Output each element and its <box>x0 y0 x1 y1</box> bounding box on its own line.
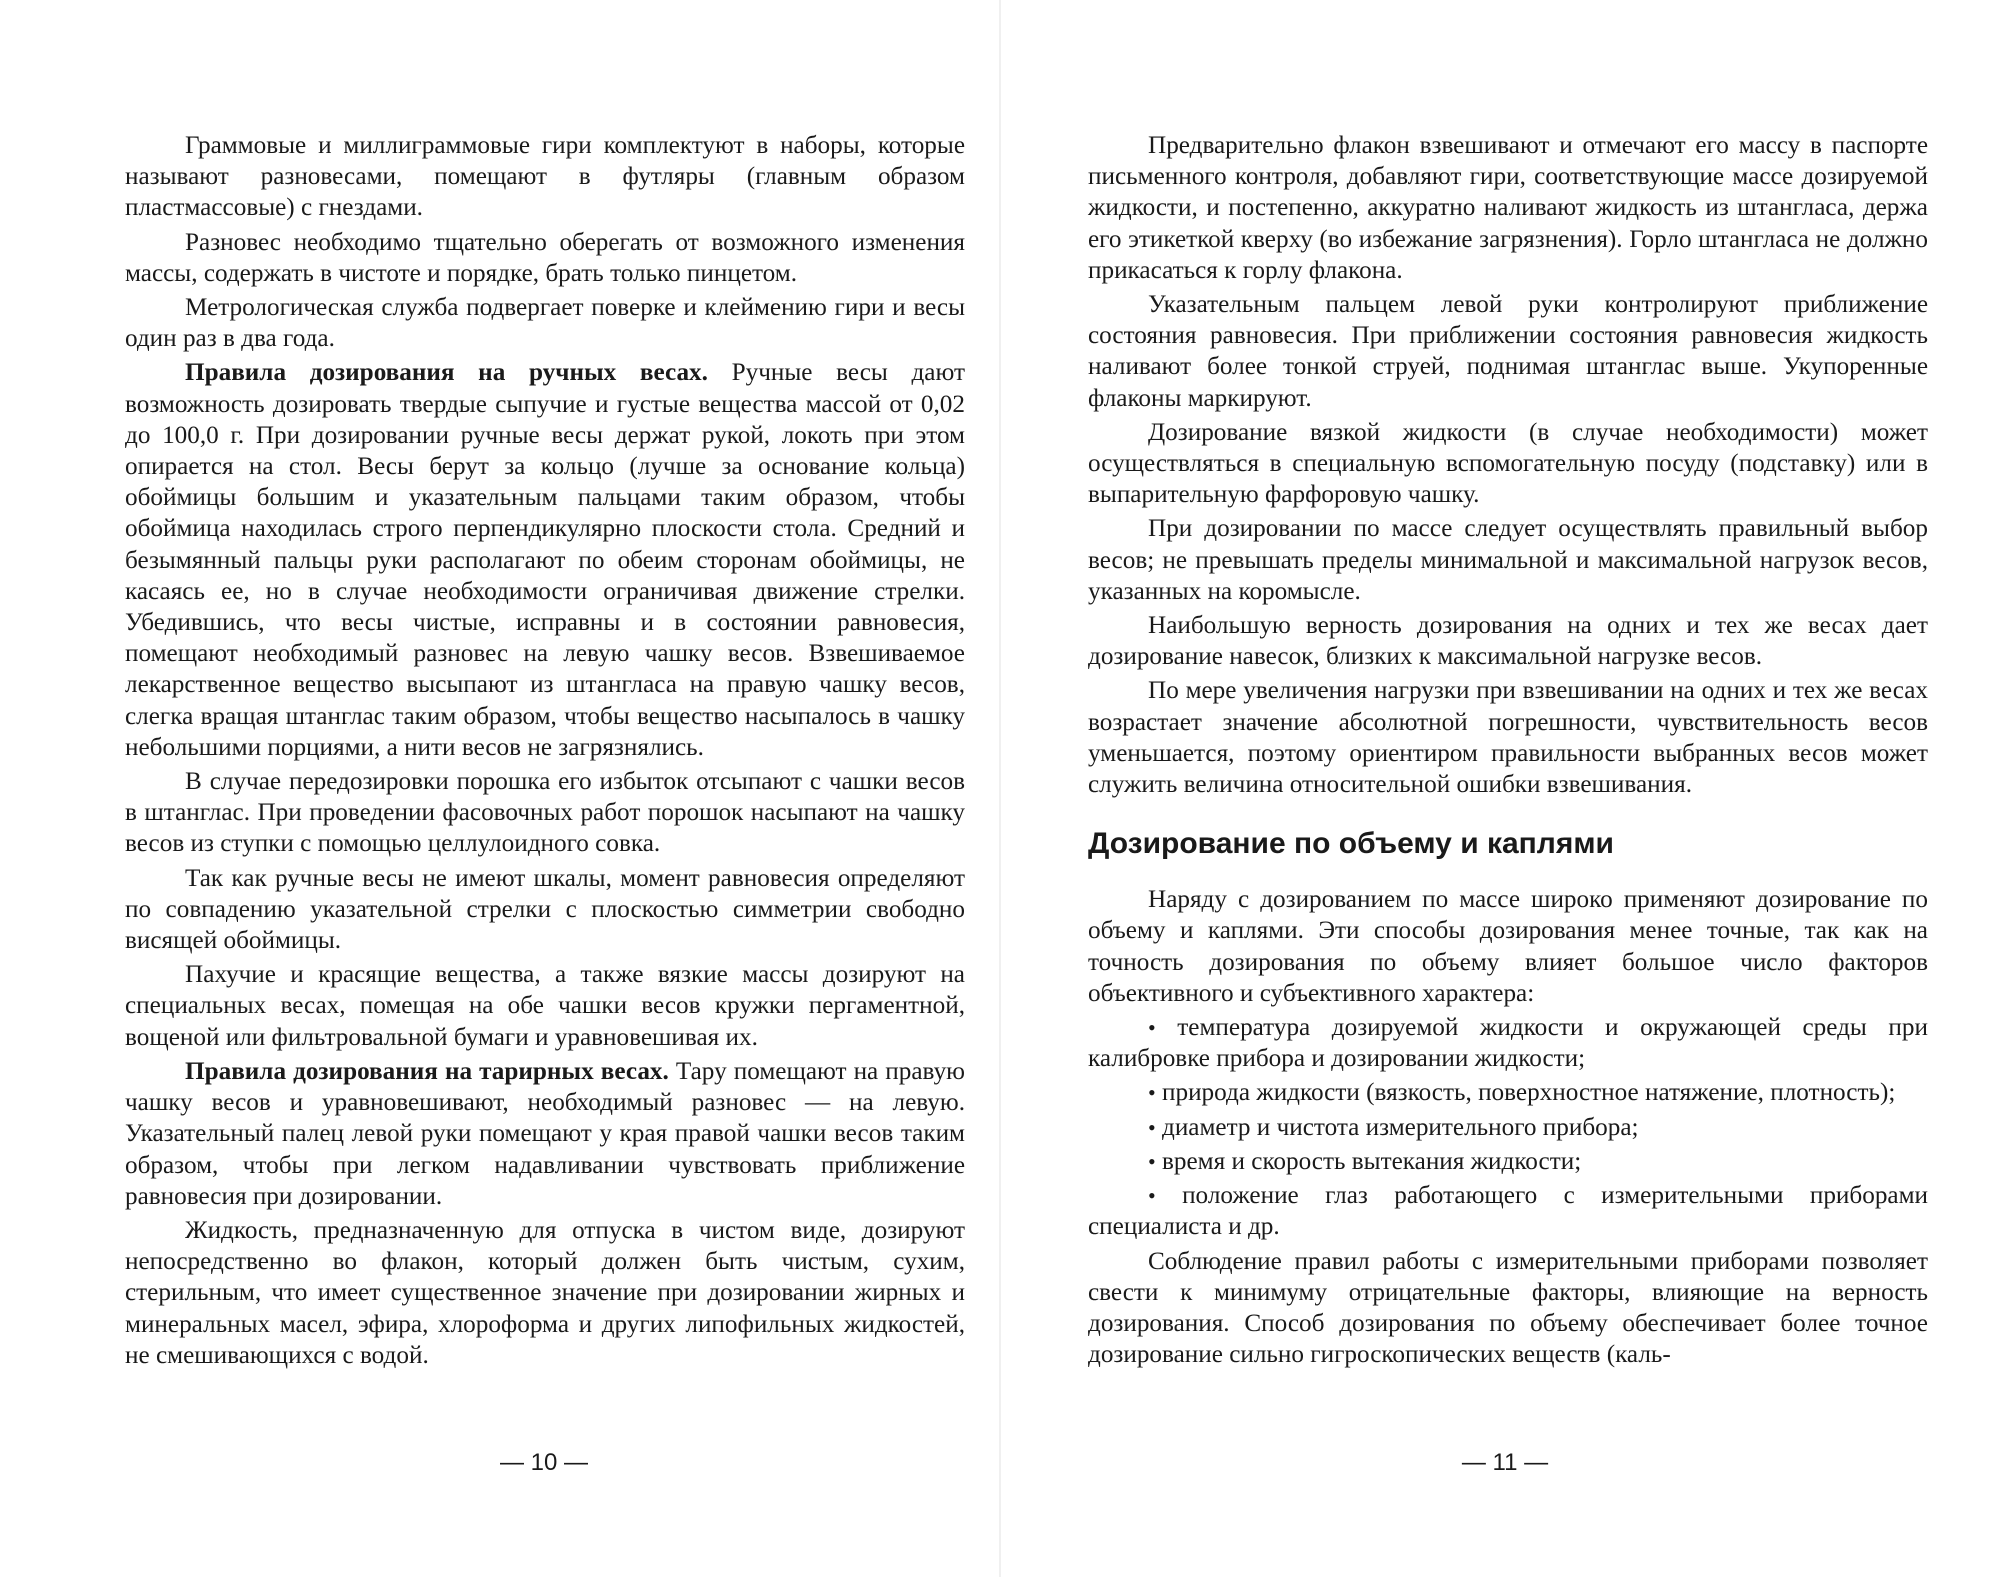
paragraph <box>125 1056 965 1212</box>
closing-paragraph: Соблюдение правил работы с измерительными приборами позволяет свести к минимуму отрицательные факторы, влияющие на верность дозирования. Способ дозирования по объему обеспечивает более точное дозирование сильно гигроскопических веществ (каль- <box>1088 1247 1928 1369</box>
list-item <box>1088 1112 1928 1143</box>
bullet-icon: • <box>1148 1114 1156 1140</box>
list-item-text: температура дозируемой жидкости и окружающей среды при калибровке прибора и дозировании жидкости; <box>1088 1014 1928 1073</box>
paragraph: Дозирование вязкой жидкости (в случае необходимости) может осуществляться в специальную вспомогательную посуду (подставку) или в выпарительную фарфоровую чашку. <box>1088 418 1928 509</box>
bullet-icon: • <box>1148 1015 1156 1041</box>
list-item-text: положение глаз работающего с измерительными приборами специалиста и др. <box>1088 1182 1929 1241</box>
book-gutter <box>999 0 1001 1577</box>
paragraph-text: Тару помещают на правую чашку весов и уравновешивают, необходимый разновес — на левую. Указательный палец левой руки помещают у края правой чашки весов таким образом, чтобы при легком надавливании чувствовать приближение равновесия при дозировании. <box>125 1057 965 1210</box>
list-item-text: природа жидкости (вязкость, поверхностное натяжение, плотность); <box>1162 1079 1896 1107</box>
page-number-left: — 10 — <box>499 1449 589 1476</box>
paragraph: Метрологическая служба подвергает поверке и клеймению гири и весы один раз в два года. <box>125 294 965 353</box>
paragraph: По мере увеличения нагрузки при взвешивании на одних и тех же весах возрастает значение абсолютной погрешности, чувствительность весов уменьшается, поэтому ориентиром правильности выбранных весов может служить величина относительной ошибки взвешивания. <box>1088 677 1928 799</box>
page-number-right: — 11 — <box>1461 1449 1549 1476</box>
list-item <box>1088 1012 1928 1074</box>
intro-paragraph: Наряду с дозированием по массе широко применяют дозирование по объему и каплями. Эти способы дозирования менее точные, так как на точность дозирования по объему влияет большое число факторов объективного и субъективного характера: <box>1088 886 1928 1007</box>
list-item <box>1088 1180 1928 1242</box>
paragraph: Так как ручные весы не имеют шкалы, момент равновесия определяют по совпадению указательной стрелки с плоскостью симметрии свободно висящей обоймицы. <box>125 864 965 955</box>
paragraph: При дозировании по массе следует осуществлять правильный выбор весов; не превышать пределы минимальной и максимальной нагрузок весов, указанных на коромысле. <box>1088 515 1928 605</box>
section-heading: Дозирование по объему и каплями <box>1088 827 1614 861</box>
rule-heading-tare-scales: Правила дозирования на тарирных весах. <box>185 1057 669 1085</box>
left-page <box>125 130 965 1374</box>
list-item-text: диаметр и чистота измерительного прибора; <box>1162 1113 1639 1141</box>
paragraph: Пахучие и красящие вещества, а также вязкие массы дозируют на специальных весах, помещая на обе чашки весов кружки пергаментной, вощеной или фильтровальной бумаги и уравновешивая их. <box>125 961 965 1051</box>
paragraph: Граммовые и миллиграммовые гири комплектуют в наборы, которые называют разновесами, помещают в футляры (главным образом пластмассовые) с гнездами. <box>125 132 965 222</box>
paragraph <box>125 357 965 763</box>
paragraph: Наибольшую верность дозирования на одних и тех же весах дает дозирование навесок, близких к максимальной нагрузке весов. <box>1088 612 1928 671</box>
list-item-text: время и скорость вытекания жидкости; <box>1162 1147 1582 1175</box>
list-item <box>1088 1077 1928 1108</box>
bullet-icon: • <box>1148 1080 1156 1106</box>
list-item <box>1088 1146 1928 1177</box>
paragraph: Предварительно флакон взвешивают и отмечают его массу в паспорте письменного контроля, добавляют гири, соответствующие массе дозируемой жидкости, и постепенно, аккуратно наливают жидкость из штангласа, держа его этикеткой кверху (во избежание загрязнения). Горло штангласа не должно прикасаться к горлу флакона. <box>1088 132 1928 284</box>
right-page <box>1088 130 1928 1373</box>
bullet-icon: • <box>1148 1148 1156 1174</box>
paragraph: В случае передозировки порошка его избыток отсыпают с чашки весов в штанглас. При проведении фасовочных работ порошок насыпают на чашку весов из ступки с помощью целлулоидного совка. <box>125 768 965 858</box>
paragraph: Разновес необходимо тщательно оберегать от возможного изменения массы, содержать в чистоте и порядке, брать только пинцетом. <box>125 228 965 287</box>
rule-heading-manual-scales: Правила дозирования на ручных весах. <box>185 359 708 387</box>
paragraph: Указательным пальцем левой руки контролируют приближение состояния равновесия. При приближении состояния равновесия жидкость наливают более тонкой струей, поднимая штанглас выше. Укупоренные флаконы маркируют. <box>1088 291 1928 412</box>
paragraph: Жидкость, предназначенную для отпуска в чистом виде, дозируют непосредственно во флакон, который должен быть чистым, сухим, стерильным, что имеет существенное значение при дозировании жирных и минеральных масел, эфира, хлороформа и других липофильных жидкостей, не смешивающихся с водой. <box>125 1216 965 1369</box>
paragraph-text: Ручные весы дают возможность дозировать твердые сыпучие и густые вещества массой от 0,02 до 100,0 г. При дозировании ручные весы держат рукой, локоть при этом опирается на стол. Весы берут за кольцо (лучше за основание кольца) обоймицы большим и указательным пальцами таким образом, чтобы обоймица находилась строго перпендикулярно плоскости стола. Средний и безымянный пальцы руки располагают по обеим сторонам обоймицы, не касаясь ее, но в случае необходимости ограничивая движение стрелки. Убедившись, что весы чистые, исправны и в состоянии равновесия, помещают необходимый разновес на левую чашку весов. Взвешиваемое лекарственное вещество высыпают из штангласа на правую чашку весов, слегка вращая штанглас таким образом, чтобы вещество насыпалось в чашку небольшими порциями, а нити весов не загрязнялись. <box>125 359 965 761</box>
bullet-icon: • <box>1148 1183 1156 1209</box>
